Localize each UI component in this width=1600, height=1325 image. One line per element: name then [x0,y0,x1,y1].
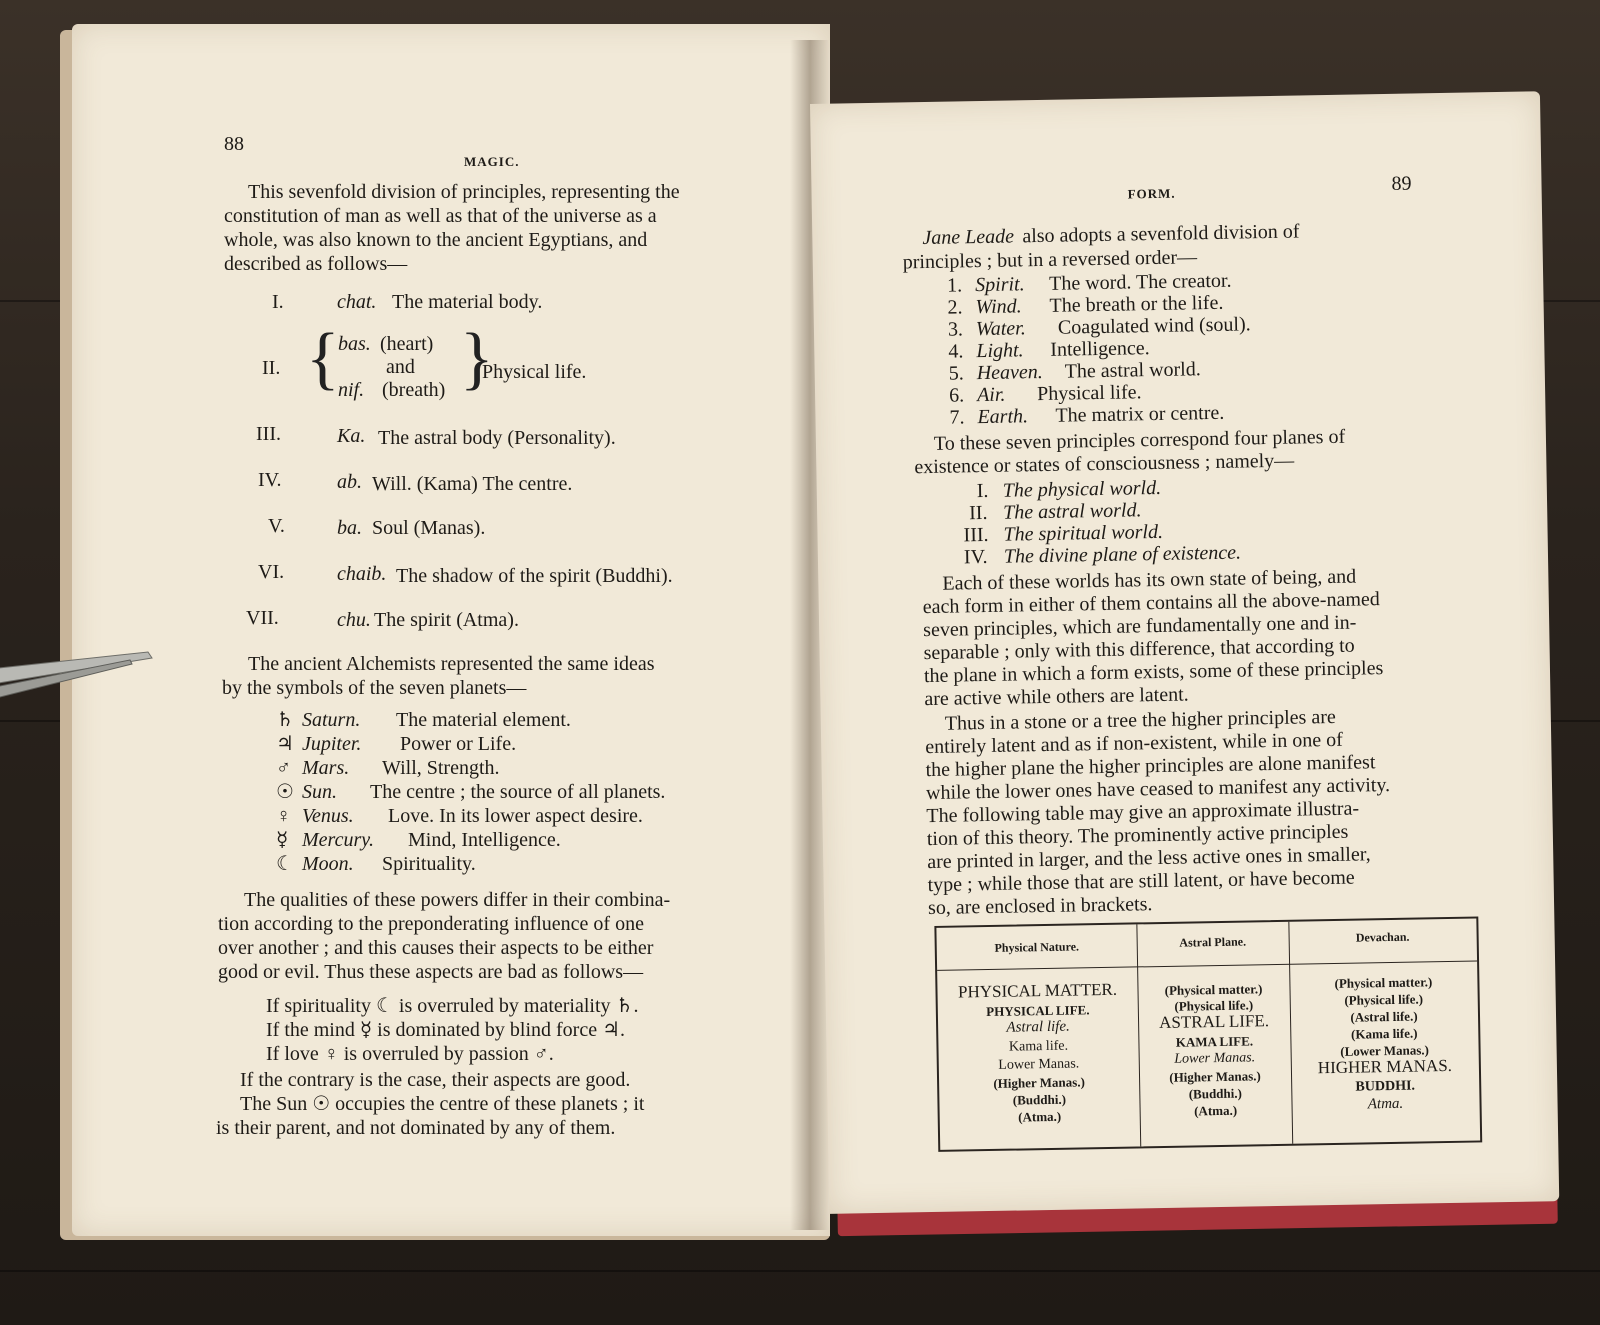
table-cell: (Buddhi.) [1012,1091,1067,1108]
text-line: described as follows— [224,253,408,275]
mars-symbol-icon: ♂ [276,757,291,779]
mercury-symbol-icon: ☿ [276,829,289,851]
text-line: so, are enclosed in brackets. [927,893,1153,920]
planet-name: Jupiter. [302,733,362,755]
list-desc: (breath) [382,379,446,401]
planet-name: Venus. [302,805,354,827]
planet-desc: Mind, Intelligence. [408,829,561,851]
table-cell: (Physical life.) [1174,997,1254,1014]
list-number: VII. [246,607,279,629]
table-cell: Astral life. [1006,1018,1070,1036]
planet-desc: Spirituality. [382,853,476,875]
text-line: This sevenfold division of principles, representing the [248,181,680,203]
text-line: are printed in larger, and the less active ones in smaller, [927,843,1371,874]
list-desc: Physical life. [482,361,587,383]
running-head: MAGIC. [464,154,520,169]
list-desc: The material body. [392,291,543,313]
list-number: III. [963,523,989,547]
text-line: The Sun ☉ occupies the centre of these planets ; it [240,1093,645,1115]
table-cell: (Atma.) [1018,1108,1062,1125]
list-term: Earth. [977,405,1029,429]
page-number: 89 [1391,172,1412,195]
table-cell: (Higher Manas.) [1169,1068,1261,1085]
table-cell: PHYSICAL MATTER. [957,979,1118,1002]
list-desc: The physical world. [1002,476,1162,502]
table-cell: (Higher Manas.) [993,1074,1085,1091]
left-page [72,24,830,1236]
list-desc: (heart) [380,333,434,355]
list-term: Heaven. [976,360,1043,385]
table-cell: (Buddhi.) [1188,1085,1243,1102]
list-term: Ka. [337,425,366,447]
list-number: II. [968,501,988,525]
table-cell: Atma. [1367,1095,1404,1113]
right-page [810,91,1559,1214]
table-header: Physical Nature. [994,939,1080,955]
planet-desc: Will, Strength. [382,757,500,779]
list-desc: Soul (Manas). [372,517,486,539]
moon-symbol-icon: ☾ [276,853,294,875]
table-cell: ASTRAL LIFE. [1158,1011,1270,1033]
text-line: If the mind ☿ is dominated by blind force ♃. [266,1019,626,1041]
table-cell: (Lower Manas.) [1340,1042,1430,1059]
text-line: are active while others are latent. [924,683,1189,711]
list-number: I. [272,291,284,313]
text-line: the higher plane the higher principles are alone manifest [925,751,1376,782]
list-term: chu. [337,609,371,631]
list-term: chaib. [337,563,387,585]
list-desc: The word. The creator. [1048,269,1232,295]
list-term: ba. [337,517,362,539]
list-desc: The spirit (Atma). [374,609,519,631]
text-line: If love ♀ is overruled by passion ♂. [266,1043,554,1065]
table-cell: Lower Manas. [998,1056,1080,1073]
planet-name: Moon. [302,853,354,875]
text-line: constitution of man as well as that of the universe as a [224,205,657,227]
list-desc: and [386,356,415,378]
text-line: principles ; but in a reversed order— [902,246,1198,274]
planet-desc: Love. In its lower aspect desire. [388,805,643,827]
table-cell: (Astral life.) [1350,1008,1418,1025]
text-line: Thus in a stone or a tree the higher principles are [944,705,1336,735]
list-desc: The astral world. [1002,499,1142,524]
table-header: Devachan. [1355,929,1410,945]
list-term: Water. [975,317,1026,341]
table-cell: PHYSICAL LIFE. [986,1002,1090,1020]
saturn-symbol-icon: ♄ [276,709,294,731]
text-line: good or evil. Thus these aspects are bad as follows— [218,961,644,983]
author-name: Jane Leade [922,225,1015,250]
planet-desc: The centre ; the source of all planets. [370,781,666,803]
text-line: entirely latent and as if non-existent, while in one of [925,728,1344,759]
list-term: Wind. [975,295,1022,319]
list-number: 5. [948,362,964,385]
list-desc: The spiritual world. [1003,520,1164,546]
text-line: type ; while those that are still latent, or have become [927,866,1355,897]
planet-desc: Power or Life. [400,733,517,755]
list-number: 2. [947,296,963,319]
jupiter-symbol-icon: ♃ [276,733,294,755]
list-number: II. [262,357,281,379]
planet-name: Sun. [302,781,337,803]
list-desc: Coagulated wind (soul). [1057,313,1251,339]
text-line: also adopts a sevenfold division of [1022,220,1300,248]
table-cell: (Physical matter.) [1164,981,1263,998]
list-number: V. [268,515,285,537]
list-desc: The breath or the life. [1049,291,1224,317]
list-desc: The shadow of the spirit (Buddhi). [396,565,673,587]
list-term: Air. [976,383,1006,407]
list-desc: The divine plane of existence. [1003,541,1242,568]
list-term: ab. [337,471,362,493]
text-line: Each of these worlds has its own state of being, and [942,565,1357,595]
list-number: 6. [948,384,965,407]
table-cell: (Physical matter.) [1334,974,1433,991]
list-number: 7. [949,406,965,429]
planet-name: Mercury. [302,829,375,851]
list-number: III. [256,423,281,445]
text-line: The ancient Alchemists represented the same ideas [248,653,655,675]
table-cell: (Kama life.) [1350,1025,1418,1042]
page-number: 88 [224,133,244,155]
right-brace: } [460,320,494,397]
list-number: 1. [946,274,963,297]
table-cell: BUDDHI. [1355,1078,1416,1095]
table-cell: (Physical life.) [1344,991,1424,1008]
list-number: IV. [258,469,282,491]
text-line: tion of this theory. The prominently active principles [926,820,1349,851]
text-line: while the lower ones have ceased to manifest any activity. [925,773,1391,805]
list-term: chat. [337,291,377,313]
list-term: Light. [976,339,1024,363]
table-header: Astral Plane. [1179,934,1247,950]
text-line: existence or states of consciousness ; namely— [914,449,1295,479]
list-term: Spirit. [974,273,1025,297]
text-line: by the symbols of the seven planets— [222,677,527,699]
list-desc: The astral body (Personality). [378,427,616,449]
list-desc: Physical life. [1036,381,1142,406]
list-number: I. [976,479,989,503]
text-line: The qualities of these powers differ in their combina- [244,889,671,911]
text-line: separable ; only with this difference, that according to [923,634,1355,665]
text-line: the plane in which a form exists, some of these principles [923,657,1384,688]
planet-desc: The material element. [396,709,571,731]
list-number: 3. [947,318,964,341]
list-desc: The astral world. [1064,358,1201,383]
table-cell: (Atma.) [1194,1102,1238,1119]
text-line: To these seven principles correspond four planes of [933,425,1346,455]
list-desc: Intelligence. [1050,337,1150,361]
text-line: If spirituality ☾ is overruled by materiality ♄. [266,995,639,1017]
text-line: over another ; and this causes their aspects to be either [218,937,654,959]
table-cell: KAMA LIFE. [1175,1033,1254,1050]
list-number: VI. [258,561,285,583]
text-line: each form in either of them contains all the above-named [922,588,1380,619]
list-number: 4. [948,340,964,363]
planet-name: Saturn. [302,709,361,731]
tweezers-icon [0,650,170,710]
text-line: If the contrary is the case, their aspects are good. [240,1069,631,1091]
text-line: seven principles, which are fundamentally one and in- [923,611,1357,642]
text-line: The following table may give an approximate illustra- [926,797,1360,828]
list-term: bas. [338,333,371,355]
table-cell: Lower Manas. [1174,1050,1256,1067]
list-desc: The matrix or centre. [1055,401,1225,427]
text-line: whole, was also known to the ancient Egyptians, and [224,229,648,251]
list-desc: Will. (Kama) The centre. [372,473,573,495]
running-head: FORM. [1127,185,1176,202]
text-line: tion according to the preponderating influence of one [218,913,644,935]
principles-table [934,916,1482,1151]
planet-name: Mars. [302,757,350,779]
sun-symbol-icon: ☉ [276,781,294,803]
left-brace: { [306,320,340,397]
table-cell: HIGHER MANAS. [1317,1055,1453,1078]
list-number: IV. [963,545,988,569]
table-cell: Kama life. [1008,1038,1069,1055]
text-line: is their parent, and not dominated by any of them. [216,1117,616,1139]
list-term: nif. [338,379,365,401]
venus-symbol-icon: ♀ [276,805,291,827]
